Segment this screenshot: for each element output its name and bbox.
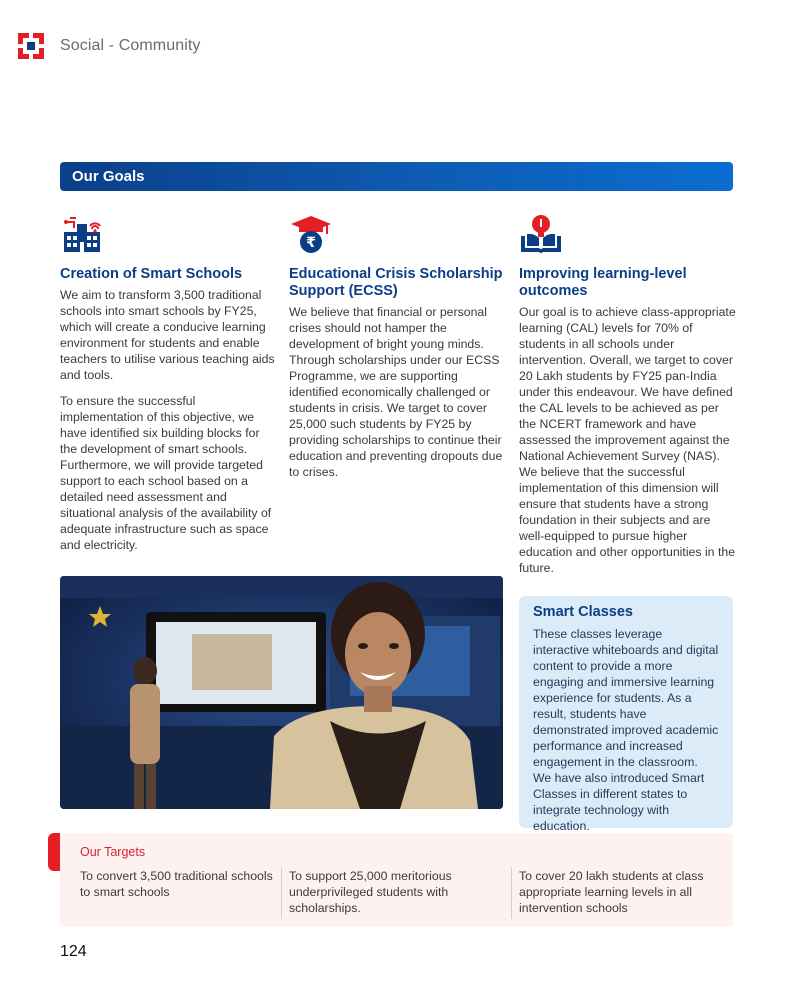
smart-classes-text: These classes leverage interactive whiteboards and digital content to provide a more engaging and immersive learning experience for students. As a result, students have demonstrated improved academic performance and increased engagement in the classroom. We have also introduced Smart Classes in different states to integrate technology with education.	[533, 627, 719, 833]
goal-learning-outcomes	[519, 212, 737, 576]
smart-classes-title: Smart Classes	[533, 604, 633, 620]
target-item: To support 25,000 meritorious underprivileged students with scholarships.	[289, 869, 452, 915]
graduation-cap-rupee-icon	[289, 212, 333, 256]
goal-paragraph: We believe that financial or personal crises should not hamper the development of bright young minds. Through scholarships under our ECSS Programme, we are supporting identified economically challenged or students in crisis. We target to cover 25,000 such students by FY25 by providing scholarships to continue their education and preventing dropouts due to crises.	[289, 305, 503, 479]
goal-paragraph: We aim to transform 3,500 traditional schools into smart schools by FY25, which will create a conducive learning environment for students and enable teachers to utilise various teaching aids and tools.	[60, 288, 275, 382]
target-divider	[511, 867, 512, 919]
hdfc-bank-logo-icon	[18, 33, 44, 59]
our-targets-panel	[60, 833, 733, 927]
goal-title: Educational Crisis Scholarship Support (ECSS)	[289, 266, 503, 299]
goal-ecss	[289, 212, 507, 480]
target-item: To convert 3,500 traditional schools to smart schools	[80, 869, 273, 899]
our-goals-title: Our Goals	[72, 168, 145, 185]
goal-title: Improving learning-level outcomes	[519, 266, 687, 299]
smart-school-icon	[60, 212, 104, 256]
section-title: Social - Community	[60, 37, 201, 54]
book-lightbulb-icon	[519, 212, 563, 256]
goal-paragraph: Our goal is to achieve class-appropriate learning (CAL) levels for 70% of students in all schools under intervention. Overall, we target to cover 20 Lakh students by FY25 pan-India under this endeavour. We have defined the CAL levels to be achieved as per the NCERT framework and have assessed the improvement against the National Achievement Survey (NAS). We believe that the successful implementation of this dimension will ensure that students have a strong foundation in their subjects and are well-equipped to pursue higher education and other opportunities in the future.	[519, 305, 736, 575]
goal-paragraph: To ensure the successful implementation of this objective, we have identified six building blocks for the development of smart schools. Furthermore, we will provide targeted support to each school based on a detailed need assessment and situational analysis of the availability of adequate infrastructure such as space and electricity.	[60, 394, 272, 552]
smart-classes-box	[519, 596, 733, 833]
goal-body	[289, 304, 507, 480]
goal-body	[519, 304, 737, 576]
goal-smart-schools	[60, 212, 278, 553]
goal-body	[60, 287, 278, 553]
page-number: 124	[60, 943, 87, 960]
our-goals-banner	[60, 162, 733, 191]
our-targets-title: Our Targets	[80, 845, 146, 859]
svg-text:₹: ₹	[306, 235, 316, 251]
target-divider	[281, 867, 282, 919]
page-header	[18, 32, 201, 60]
target-item: To cover 20 lakh students at class appropriate learning levels in all intervention schools	[519, 869, 704, 915]
targets-accent-bar	[48, 833, 60, 871]
classroom-student-photo	[60, 576, 503, 809]
goal-title: Creation of Smart Schools	[60, 266, 243, 282]
